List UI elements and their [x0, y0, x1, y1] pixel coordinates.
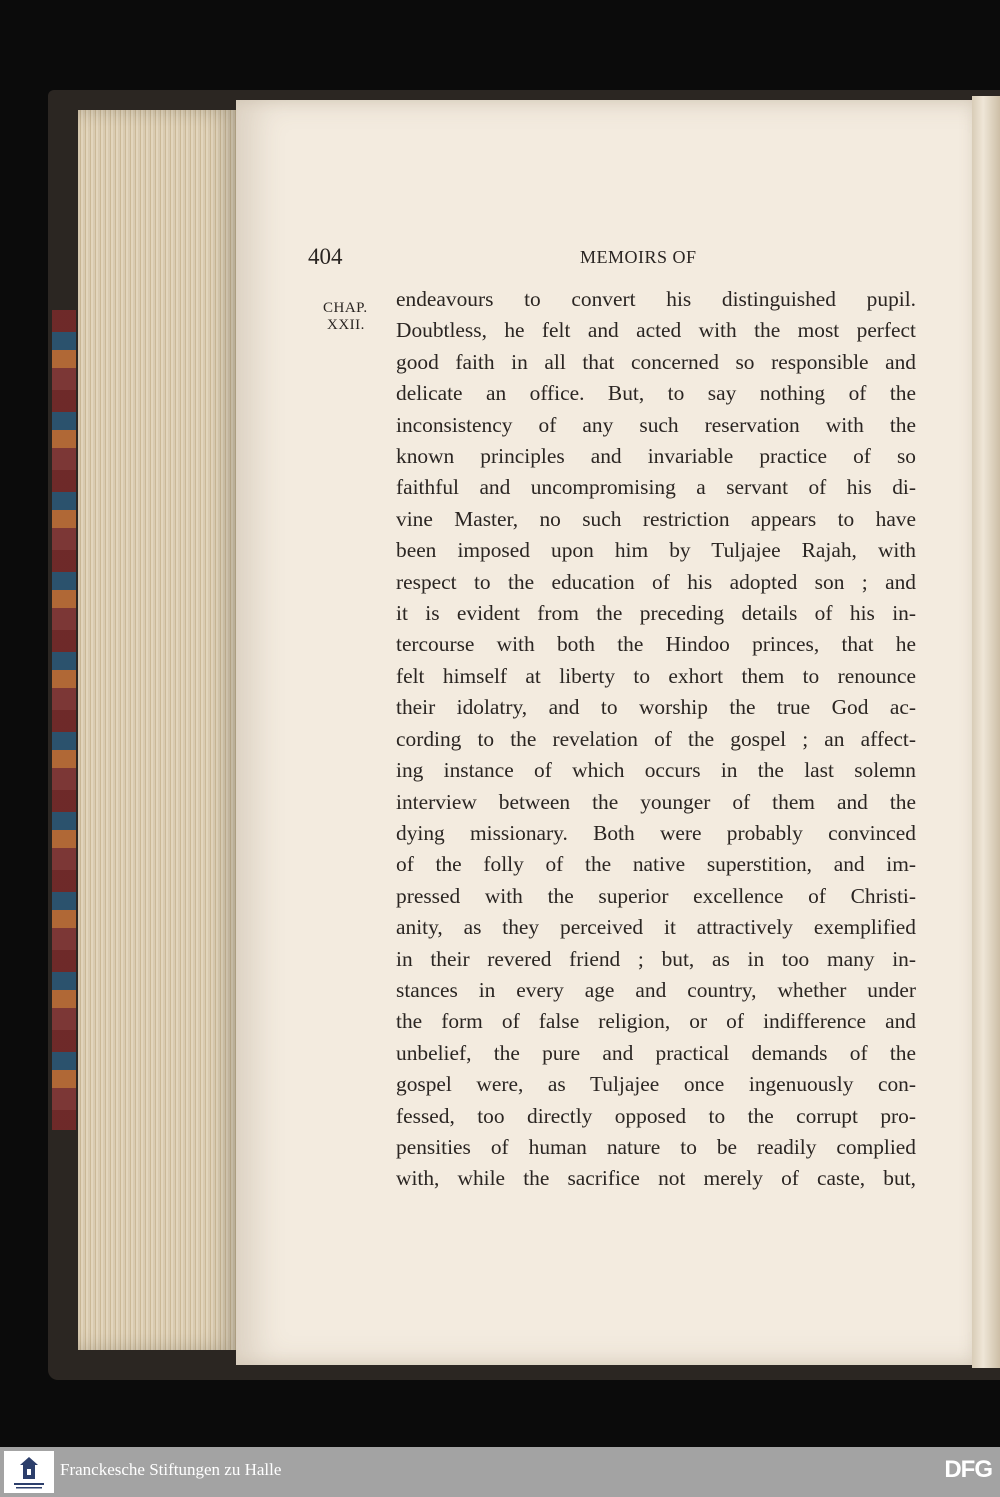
text-line: tercourse with both the Hindoo princes, that he: [396, 632, 916, 657]
text-line: anity, as they perceived it attractively exemplified: [396, 915, 916, 940]
text-line: Doubtless, he felt and acted with the most perfect: [396, 318, 916, 343]
text-line: gospel were, as Tuljajee once ingenuously con-: [396, 1072, 916, 1097]
text-line: faithful and uncompromising a servant of his di-: [396, 475, 916, 500]
viewer-footer-bar: [0, 1447, 1000, 1497]
text-line: inconsistency of any such reservation with the: [396, 412, 916, 437]
page-block-edges: [78, 110, 238, 1350]
institution-name[interactable]: Franckesche Stiftungen zu Halle: [60, 1460, 282, 1479]
page-number: 404: [308, 244, 343, 269]
text-line: good faith in all that concerned so responsible and: [396, 349, 916, 374]
text-line: dying missionary. Both were probably convinced: [396, 820, 916, 845]
dfg-logo[interactable]: DFG: [944, 1456, 992, 1483]
margin-chapter-label: CHAP.: [323, 300, 368, 316]
text-line: with, while the sacrifice not merely of caste, but,: [396, 1166, 916, 1191]
marbled-cover-edge: [52, 310, 76, 1130]
text-line: in their revered friend ; but, as in too many in-: [396, 946, 916, 971]
text-line: interview between the younger of them and the: [396, 789, 916, 814]
text-line: it is evident from the preceding details of his in-: [396, 601, 916, 626]
text-line: ing instance of which occurs in the last solemn: [396, 758, 916, 783]
text-line: of the folly of the native superstition, and im-: [396, 852, 916, 877]
text-line: endeavours to convert his distinguished pupil.: [396, 287, 916, 311]
text-line: known principles and invariable practice of so: [396, 444, 916, 469]
margin-chapter-note: [323, 300, 387, 334]
text-line: the form of false religion, or of indifference and: [396, 1009, 916, 1034]
text-line: pensities of human nature to be readily complied: [396, 1134, 916, 1159]
text-line: vine Master, no such restriction appears to have: [396, 506, 916, 531]
running-head-title: MEMOIRS OF: [580, 247, 697, 267]
text-line: stances in every age and country, whether under: [396, 977, 916, 1002]
text-line: unbelief, the pure and practical demands of the: [396, 1040, 916, 1065]
text-line: felt himself at liberty to exhort them to renounce: [396, 663, 916, 688]
text-line: delicate an office. But, to say nothing of the: [396, 381, 916, 406]
text-line: been imposed upon him by Tuljajee Rajah, with: [396, 538, 916, 563]
body-text: [396, 284, 916, 1195]
text-line: cording to the revelation of the gospel ; an affect-: [396, 726, 916, 751]
text-line: respect to the education of his adopted son ; and: [396, 569, 916, 594]
text-line: pressed with the superior excellence of Christi-: [396, 883, 916, 908]
running-head: [308, 244, 908, 274]
page-fold: [972, 96, 1000, 1368]
franckesche-stiftungen-logo-icon[interactable]: [4, 1451, 54, 1493]
text-line: their idolatry, and to worship the true God ac-: [396, 695, 916, 720]
text-line: fessed, too directly opposed to the corrupt pro-: [396, 1103, 916, 1128]
margin-chapter-number: XXII.: [327, 317, 365, 333]
